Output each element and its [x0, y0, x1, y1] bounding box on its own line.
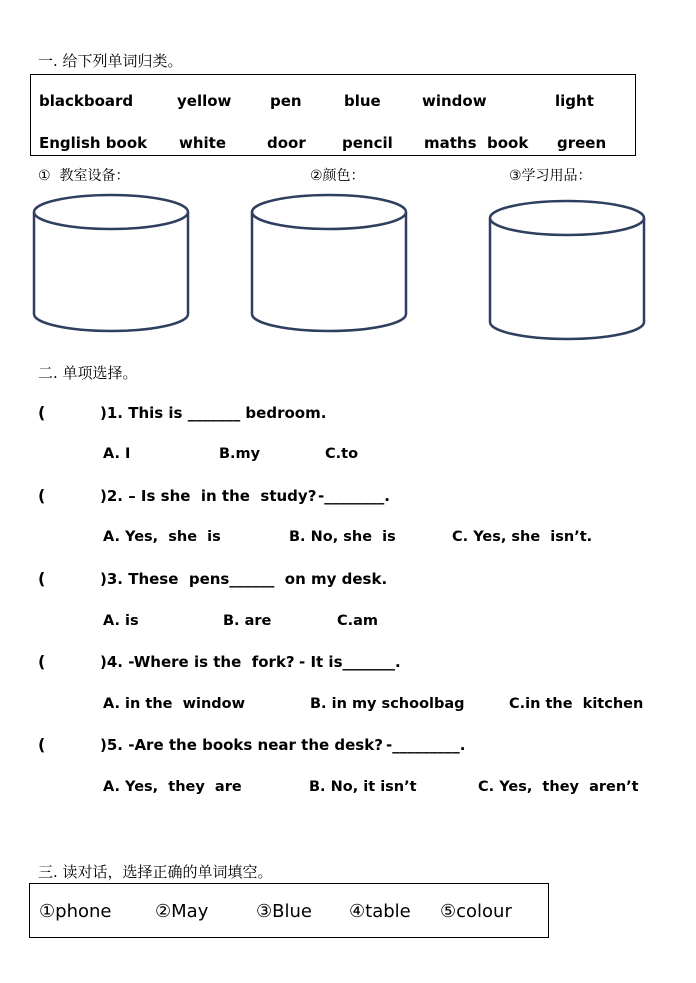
- section1-title: 一. 给下列单词归类。: [38, 52, 183, 70]
- option-1b: B.my: [219, 446, 261, 462]
- word-bank-item: ①phone: [39, 901, 112, 922]
- answer-paren: (: [38, 403, 46, 422]
- word-bank-item: ②May: [155, 901, 209, 922]
- word-item: maths book: [424, 134, 529, 152]
- basket-drawing-stationery: [486, 198, 648, 344]
- word-item: door: [267, 134, 306, 152]
- option-2a: A. Yes, she is: [103, 529, 221, 545]
- question-answer-blank-4: - It is_______.: [299, 653, 401, 671]
- question-answer-blank-2: -________.: [318, 487, 390, 505]
- question-stem-5: )5. -Are the books near the desk?: [100, 736, 383, 754]
- option-2b: B. No, she is: [289, 529, 396, 545]
- section3-title: 三. 读对话，选择正确的单词填空。: [38, 863, 273, 881]
- option-4a: A. in the window: [103, 696, 245, 712]
- answer-paren: (: [38, 486, 46, 505]
- word-item: light: [555, 92, 594, 110]
- option-2c: C. Yes, she isn’t.: [452, 529, 593, 545]
- section2-title: 二. 单项选择。: [38, 364, 138, 382]
- word-item: English book: [39, 134, 148, 152]
- basket-drawing-classroom: [30, 192, 192, 334]
- word-item: window: [422, 92, 487, 110]
- option-1c: C.to: [325, 446, 359, 462]
- option-5c: C. Yes, they aren’t: [478, 779, 639, 795]
- word-item: green: [557, 134, 607, 152]
- option-1a: A. I: [103, 446, 131, 462]
- basket-drawing-colors: [248, 192, 410, 334]
- question-stem-2: )2. – Is she in the study?: [100, 487, 317, 505]
- option-3c: C.am: [337, 613, 379, 629]
- word-bank-item: ③Blue: [256, 901, 312, 922]
- answer-paren: (: [38, 735, 46, 754]
- word-bank-item: ⑤colour: [440, 901, 512, 922]
- option-4b: B. in my schoolbag: [310, 696, 465, 712]
- category-label-classroom: ① 教室设备：: [38, 168, 130, 184]
- word-item: blue: [344, 92, 381, 110]
- word-box: [30, 74, 636, 156]
- answer-paren: (: [38, 652, 46, 671]
- category-label-stationery: ③学习用品：: [509, 168, 592, 184]
- answer-paren: (: [38, 569, 46, 588]
- question-stem-3: )3. These pens______ on my desk.: [100, 570, 388, 588]
- option-5a: A. Yes, they are: [103, 779, 242, 795]
- question-stem-4: )4. -Where is the fork?: [100, 653, 295, 671]
- word-item: yellow: [177, 92, 232, 110]
- option-3a: A. is: [103, 613, 139, 629]
- option-5b: B. No, it isn’t: [309, 779, 417, 795]
- option-4c: C.in the kitchen: [509, 696, 644, 712]
- word-item: pen: [270, 92, 302, 110]
- word-item: white: [179, 134, 227, 152]
- question-answer-blank-5: -_________.: [386, 736, 466, 754]
- word-bank-box: [29, 883, 549, 938]
- word-item: blackboard: [39, 92, 134, 110]
- question-stem-1: )1. This is _______ bedroom.: [100, 404, 327, 422]
- option-3b: B. are: [223, 613, 272, 629]
- category-label-colors: ②颜色：: [310, 168, 365, 184]
- word-item: pencil: [342, 134, 393, 152]
- word-bank-item: ④table: [349, 901, 411, 922]
